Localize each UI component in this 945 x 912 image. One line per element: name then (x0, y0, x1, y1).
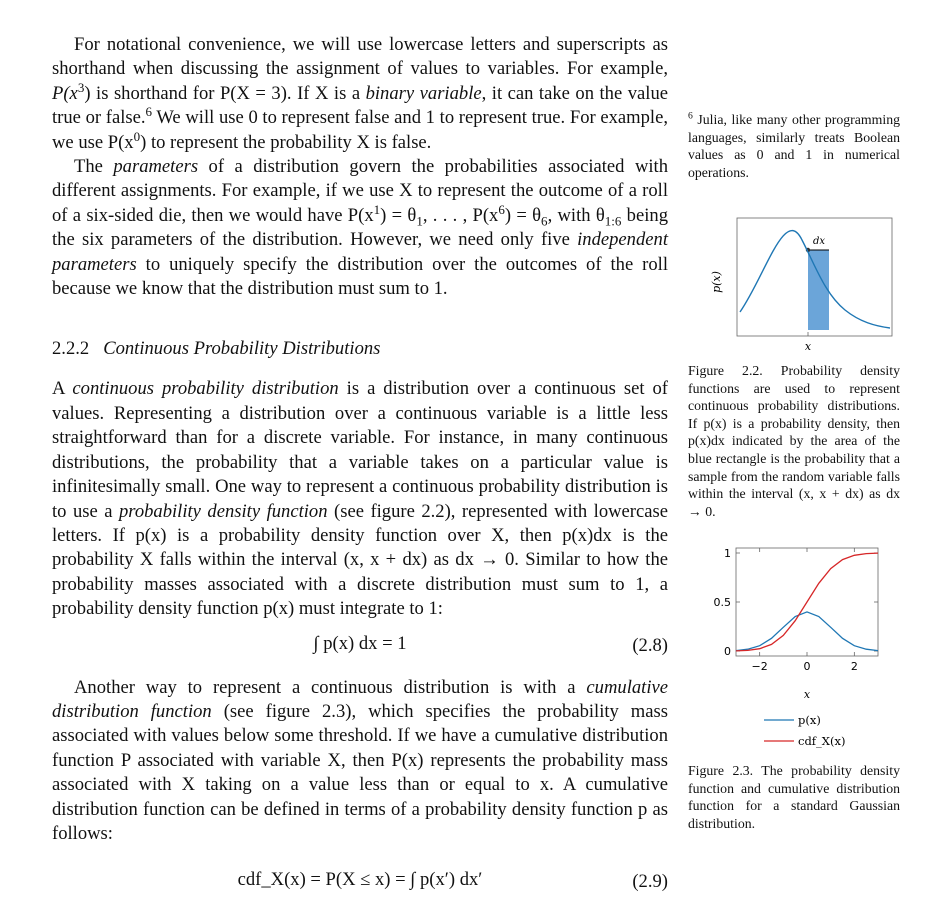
term-independent-parameters: independent parameters (52, 229, 668, 275)
section-heading (52, 337, 668, 361)
equation-body: cdf_X(x) = P(X ≤ x) = ∫ p(x′) dx′ (237, 869, 483, 891)
text-run: , with θ (547, 204, 605, 226)
spacer (52, 361, 668, 377)
subscript: 6 (541, 213, 548, 229)
y-tick-label: 1 (724, 547, 731, 560)
main-text-column (52, 33, 668, 912)
legend (764, 713, 845, 748)
superscript: 0 (133, 128, 141, 144)
paragraph-cdf (52, 676, 668, 847)
text-run: (see figure 2.3), which specifies the probability mass associated with values below some threshold. If we have a cumulative distribution function P associated with variable X, then P(x) represents the probability mass associated with X taking on a value less than or equal to x. A cumulative distribution function can be defined in terms of a probability density function p as follows: (52, 700, 668, 844)
text-run: to uniquely specify the distribution over the outcomes of the roll because we know that the distribution must sum to 1. (52, 253, 668, 300)
text-run: For notational convenience, we will use lowercase letters and superscripts as shorthand when discussing the assignment of values to variables. For example, (52, 34, 668, 80)
equation-number: (2.8) (632, 634, 668, 656)
legend-entry: p(x) (798, 713, 821, 727)
section-gap (52, 301, 668, 337)
term-continuous-distribution: continuous probability distribution (72, 378, 339, 400)
x-tick-label: −2 (751, 660, 768, 673)
x-axis-label: x (804, 340, 812, 353)
equation-body: ∫ p(x) dx = 1 (313, 632, 407, 654)
term-binary-variable: binary variable (365, 82, 482, 104)
math-run: P(x (52, 82, 78, 104)
subscript: 1:6 (604, 213, 622, 229)
text-run: We will use 0 to represent false and 1 to represent true. For example, we use P(x (52, 107, 668, 153)
figure-2-2-pdf-diagram (690, 210, 900, 360)
footnote-number: 6 (688, 110, 693, 122)
section-title: Continuous Probability Distributions (103, 338, 381, 360)
text-run: , . . . , P(x (422, 204, 499, 226)
x-tick-label: 2 (850, 660, 858, 673)
dx-label: dx (812, 236, 826, 247)
dx-rectangle (808, 250, 829, 330)
equation-2-9 (52, 862, 668, 902)
term-pdf: probability density function (118, 500, 328, 522)
footnote-marker[interactable]: 6 (145, 104, 153, 120)
figure-2-3-gaussian-chart (690, 540, 900, 755)
paragraph-parameters (52, 155, 668, 301)
caption-text: Figure 2.3. The probability density function and cumulative distribution function for a standard Gaussian distribution. (688, 763, 900, 831)
term-cdf: cumulative distribution function (52, 676, 668, 722)
superscript: 6 (498, 201, 505, 217)
y-tick-label: 0.5 (713, 596, 731, 609)
subscript: 1 (416, 213, 423, 229)
text-run: (see figure 2.2), represented with lowercase letters. If p(x) is a probability density function over X, then p(x)dx is the probability X falls within the interval (x, x + dx) as dx → 0. Similar to how the probability masses associated with a discrete distribution must sum to 1, a probability density function p(x) must integrate to 1: (52, 500, 668, 620)
figure-2-3-caption (688, 762, 900, 832)
text-run: The (74, 156, 114, 178)
footnote (688, 111, 900, 181)
series-line (736, 553, 878, 651)
text-run: , it can take on the value true or false. (52, 82, 669, 129)
x-tick-label: 0 (803, 660, 811, 673)
paragraph-continuous (52, 377, 668, 621)
text-run: A (52, 378, 73, 400)
paragraph-notation (52, 33, 668, 155)
text-run: ) to represent the probability X is false. (140, 131, 432, 153)
text-run: Another way to represent a continuous distribution is with a (74, 676, 587, 698)
text-run: ) = θ (504, 204, 542, 226)
text-run: ) is shorthand for P(X = 3). If X is a (84, 82, 366, 104)
text-run: ) = θ (380, 204, 417, 226)
y-axis-label: p(x) (710, 271, 723, 293)
term-parameters: parameters (113, 156, 199, 178)
footnote-text: Julia, like many other programming languages, similarly treats Boolean values as 0 and 1 in numerical operations. (688, 112, 900, 180)
legend-entry: cdf_X(x) (798, 734, 846, 748)
x-axis-label: x (803, 688, 811, 701)
equation-2-8 (52, 626, 668, 666)
superscript: 3 (77, 79, 85, 95)
text-run: of a distribution govern the probabilities associated with different assignments. For example, if we use X to represent the outcome of a roll of a six-sided die, then we would have P(x (52, 156, 668, 226)
text-run: is a distribution over a continuous set of values. Representing a distribution over a continuous variable is a little less straightforward than for a discrete variable. For instance, in many continuous distributions, the probability that a variable takes on a particular value is infinitesimally small. One way to represent a continuous probability distribution is to use a (52, 378, 668, 522)
figure-2-2-caption (688, 362, 900, 520)
superscript: 1 (373, 201, 381, 217)
equation-number: (2.9) (632, 871, 668, 893)
series-line (736, 612, 878, 651)
caption-label: Figure 2.2. (688, 363, 763, 378)
axis-ticks (714, 547, 879, 673)
y-tick-label: 0 (724, 645, 731, 658)
series-group (736, 553, 878, 651)
text-run: being the six parameters of the distribution. However, we need only five (52, 204, 668, 251)
section-number: 2.2.2 (52, 338, 90, 360)
caption-text: Probability density functions are used to represent continuous probability distributions. If p(x) is a probability density, then p(x)dx indicated by the area of the blue rectangle is the probability that a sample from the random variable falls within the interval (x, x + dx) as dx → 0. (688, 363, 900, 519)
